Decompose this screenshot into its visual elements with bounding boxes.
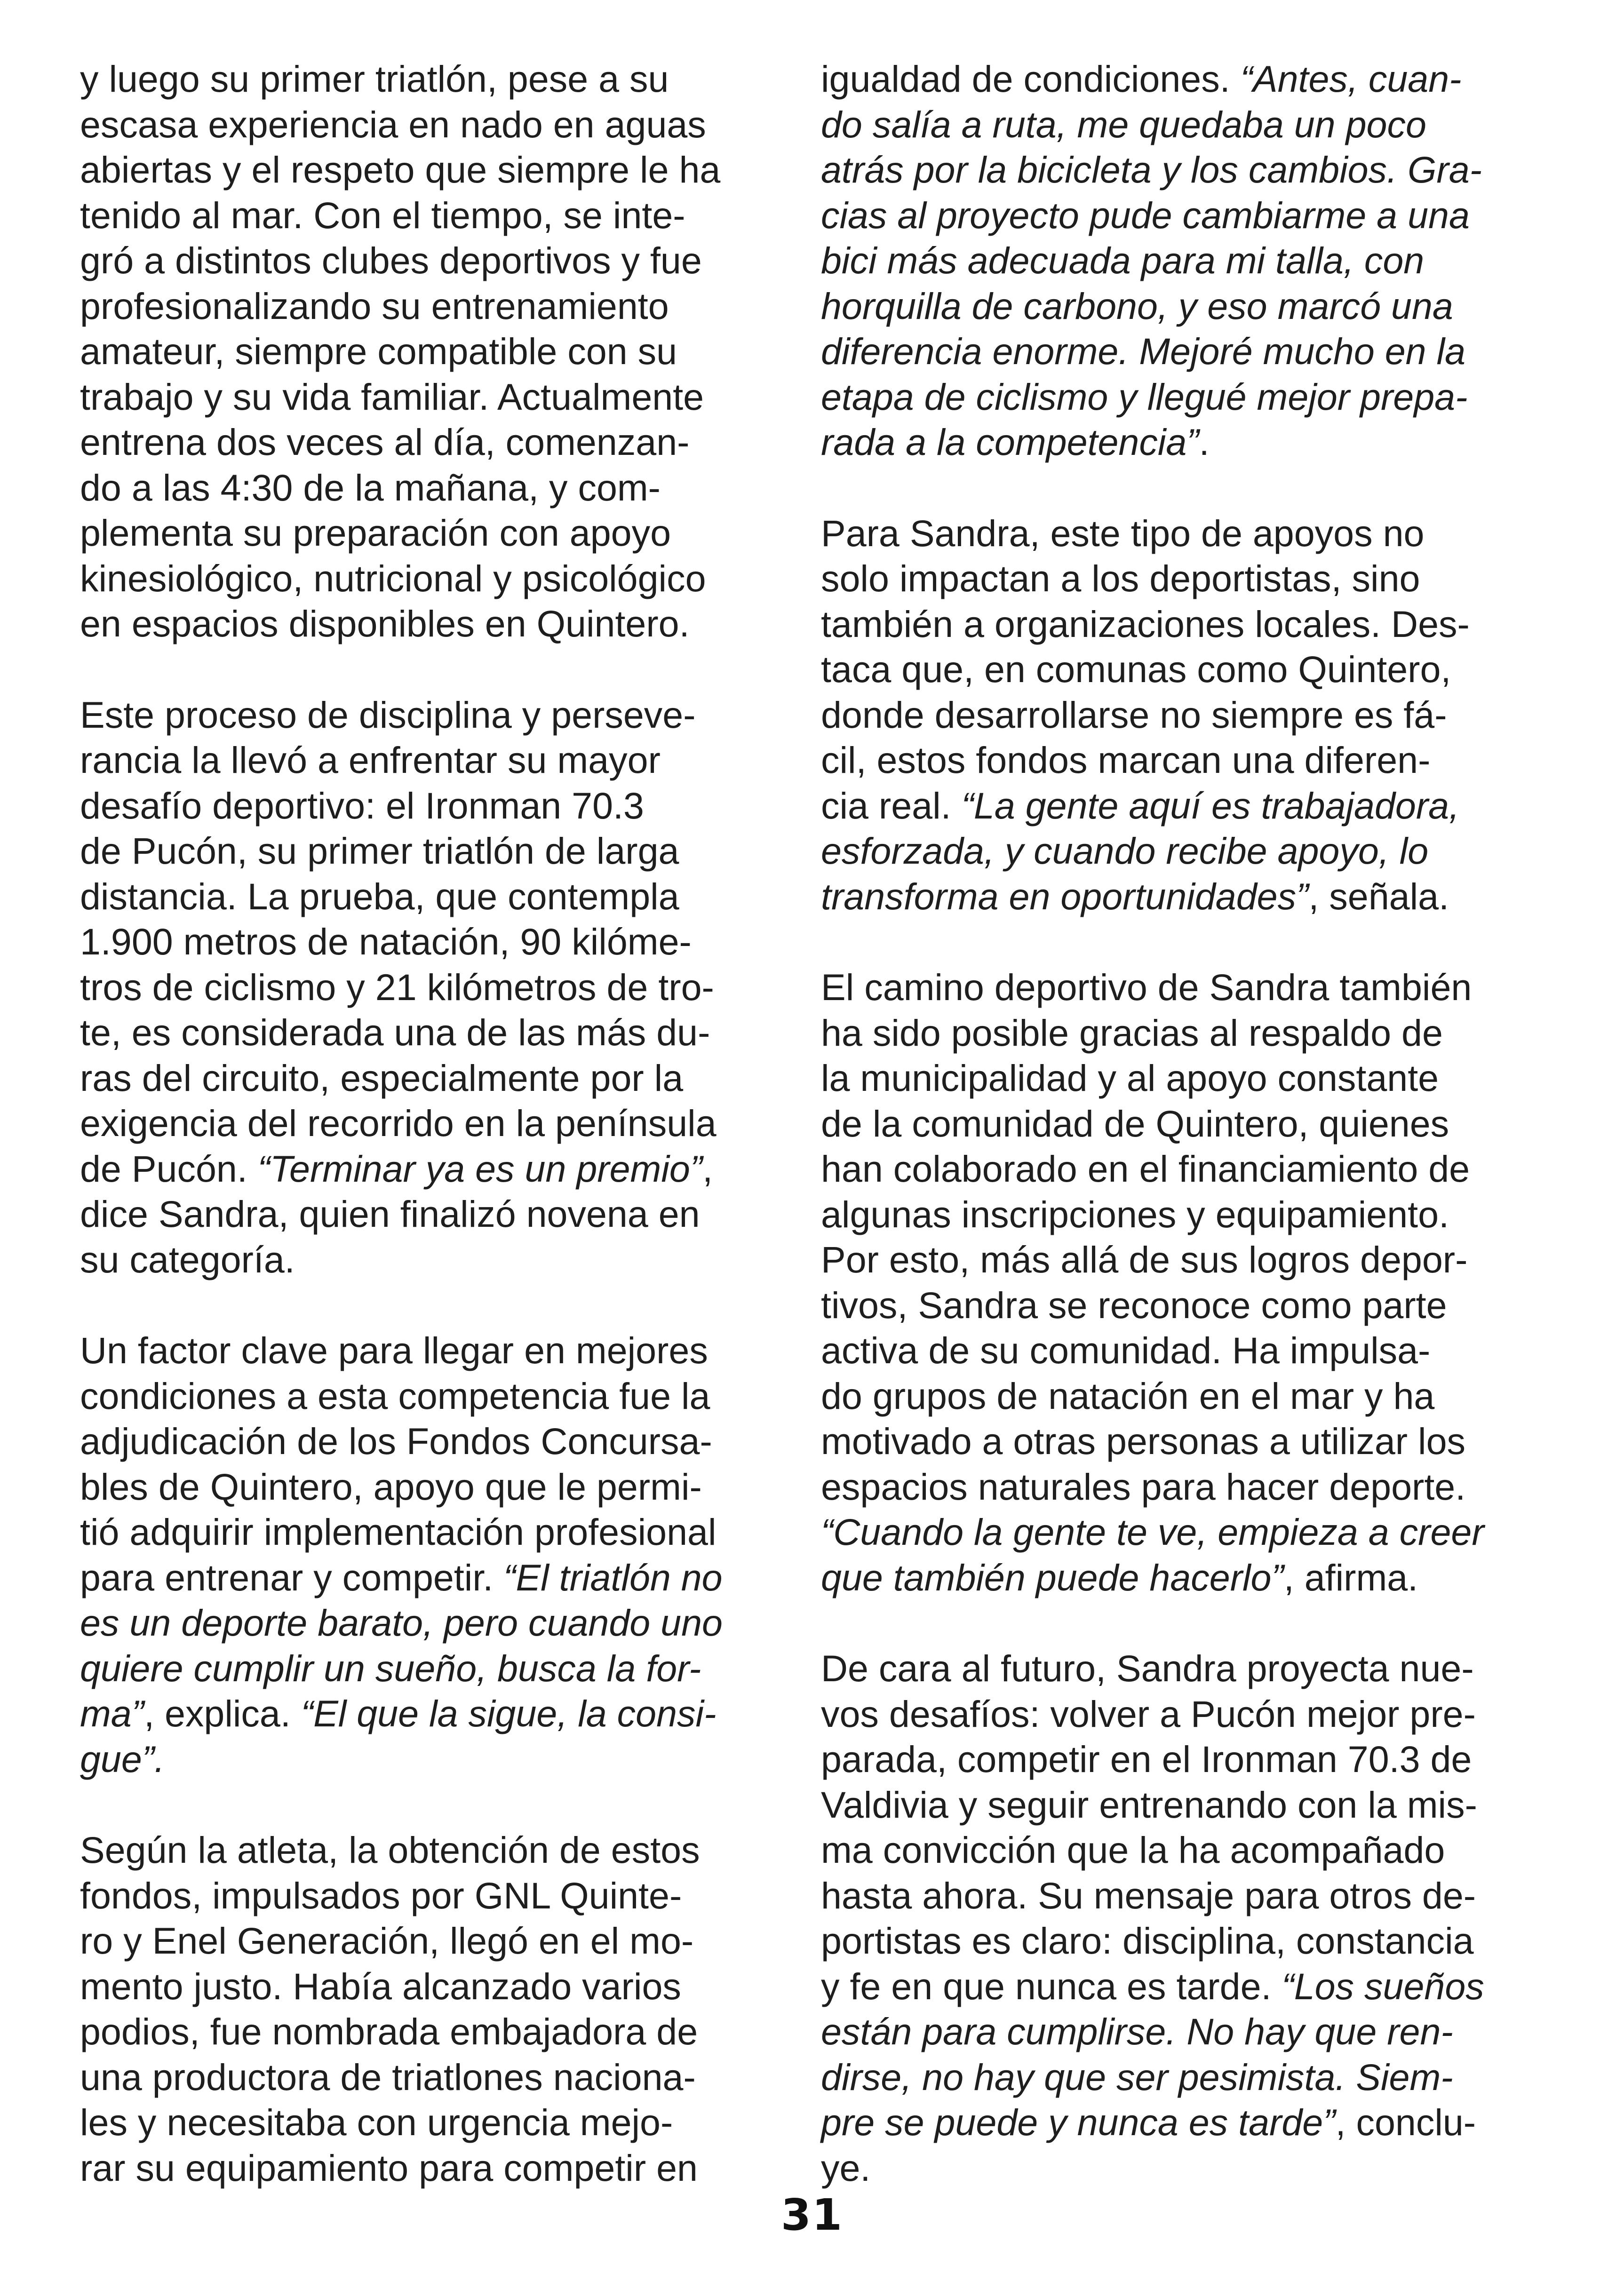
quote-text: que también puede hacerlo”	[821, 1556, 1284, 1598]
text-line	[80, 284, 800, 329]
text-line	[80, 465, 800, 511]
text-line	[821, 102, 1541, 148]
quote-text: “Antes, cuan-	[1240, 58, 1462, 100]
text-line	[80, 1918, 800, 1964]
text-line	[80, 1374, 800, 1419]
body-text: ro y Enel Generación, llegó en el mo-	[80, 1920, 694, 1962]
text-line	[821, 692, 1541, 738]
text-line	[80, 828, 800, 874]
text-line	[80, 1555, 800, 1601]
quote-text: bici más adecuada para mi talla, con	[821, 239, 1425, 281]
body-text: exigencia del recorrido en la península	[80, 1102, 716, 1144]
body-text: y fe en que nunca es tarde.	[821, 1965, 1282, 2007]
quote-text: ma”	[80, 1693, 144, 1734]
body-text: han colaborado en el financiamiento de	[821, 1148, 1470, 1190]
quote-text: transforma en oportunidades”	[821, 875, 1309, 917]
quote-text: pre se puede y nunca es tarde”	[821, 2101, 1336, 2143]
text-line	[80, 692, 800, 738]
body-text: rancia la llevó a enfrentar su mayor	[80, 739, 661, 781]
article-paragraph	[821, 965, 1541, 1600]
text-line	[821, 828, 1541, 874]
text-line	[80, 556, 800, 602]
body-text: activa de su comunidad. Ha impulsa-	[821, 1329, 1431, 1371]
text-line	[80, 1010, 800, 1056]
article-paragraph	[80, 56, 800, 647]
page-number: 31	[780, 2190, 844, 2240]
text-line	[821, 1283, 1541, 1328]
article-paragraph	[80, 692, 800, 1283]
body-text: escasa experiencia en nado en aguas	[80, 103, 706, 145]
body-text: dice Sandra, quien finalizó novena en	[80, 1193, 700, 1235]
text-line	[821, 1873, 1541, 1919]
body-text: Valdivia y seguir entrenando con la mis-	[821, 1783, 1477, 1826]
body-text: .	[1199, 421, 1210, 463]
article-paragraph	[80, 1828, 800, 2191]
text-line	[80, 1691, 800, 1737]
body-text: entrena dos veces al día, comenzan-	[80, 421, 690, 463]
quote-text: “Cuando la gente te ve, empieza a creer	[821, 1511, 1484, 1553]
body-text: plementa su preparación con apoyo	[80, 512, 671, 554]
body-text: Un factor clave para llegar en mejores	[80, 1329, 708, 1371]
text-line	[80, 329, 800, 374]
article-paragraph	[821, 511, 1541, 920]
text-line	[80, 193, 800, 238]
text-line	[80, 420, 800, 465]
body-text: Para Sandra, este tipo de apoyos no	[821, 512, 1425, 554]
body-text: ras del circuito, especialmente por la	[80, 1057, 684, 1099]
body-text: para entrenar y competir.	[80, 1556, 504, 1598]
text-line	[821, 602, 1541, 647]
text-line	[80, 2055, 800, 2100]
text-line	[821, 2055, 1541, 2100]
quote-text: horquilla de carbono, y eso marcó una	[821, 285, 1453, 327]
text-line	[80, 2146, 800, 2191]
body-text: bles de Quintero, apoyo que le permi-	[80, 1465, 702, 1508]
text-line	[80, 1510, 800, 1555]
text-line	[80, 2009, 800, 2055]
body-text: tenido al mar. Con el tiempo, se inte-	[80, 194, 685, 236]
body-text: 1.900 metros de natación, 90 kilóme-	[80, 921, 692, 962]
text-line	[821, 238, 1541, 284]
body-text: solo impactan a los deportistas, sino	[821, 557, 1420, 599]
body-text: tros de ciclismo y 21 kilómetros de tro-	[80, 966, 714, 1008]
body-text: trabajo y su vida familiar. Actualmente	[80, 375, 704, 418]
text-line	[821, 1146, 1541, 1192]
text-line	[80, 1056, 800, 1101]
body-text: desafío deportivo: el Ironman 70.3	[80, 784, 644, 827]
body-text: taca que, en comunas como Quintero,	[821, 648, 1451, 690]
text-line	[821, 1555, 1541, 1601]
quote-text: es un deporte barato, pero cuando uno	[80, 1602, 723, 1644]
body-text: hasta ahora. Su mensaje para otros de-	[821, 1874, 1476, 1916]
text-line	[821, 1101, 1541, 1147]
text-line	[821, 2100, 1541, 2146]
body-text: te, es considerada una de las más du-	[80, 1011, 710, 1053]
quote-text: “El triatlón no	[503, 1556, 723, 1598]
text-line	[821, 1964, 1541, 2010]
text-line	[821, 511, 1541, 556]
right-column	[821, 56, 1541, 2236]
text-line	[80, 1328, 800, 1374]
body-text: do a las 4:30 de la mañana, y com-	[80, 466, 661, 509]
text-line	[80, 1964, 800, 2010]
text-line	[80, 1646, 800, 1692]
body-text: les y necesitaba con urgencia mejo-	[80, 2101, 673, 2143]
body-text: gró a distintos clubes deportivos y fue	[80, 239, 702, 281]
text-line	[821, 783, 1541, 829]
body-text: , explica.	[144, 1693, 301, 1734]
body-text: portistas es claro: disciplina, constancia	[821, 1920, 1474, 1962]
text-line	[821, 738, 1541, 783]
text-line	[821, 284, 1541, 329]
quote-text: cias al proyecto pude cambiarme a una	[821, 194, 1470, 236]
text-line	[80, 510, 800, 556]
text-line	[80, 919, 800, 965]
article-paragraph	[821, 56, 1541, 465]
body-text: adjudicación de los Fondos Concursa-	[80, 1420, 712, 1462]
text-line	[821, 420, 1541, 465]
text-line	[80, 1419, 800, 1464]
left-column	[80, 56, 800, 2236]
body-text: de la comunidad de Quintero, quienes	[821, 1102, 1449, 1144]
body-text: la municipalidad y al apoyo constante	[821, 1057, 1439, 1099]
text-line	[821, 1646, 1541, 1692]
text-line	[80, 2100, 800, 2146]
body-text: condiciones a esta competencia fue la	[80, 1375, 710, 1417]
body-text: Según la atleta, la obtención de estos	[80, 1829, 700, 1871]
text-line	[821, 1056, 1541, 1101]
body-text: ma convicción que la ha acompañado	[821, 1829, 1445, 1871]
body-text: mento justo. Había alcanzado varios	[80, 1965, 681, 2007]
text-line	[821, 556, 1541, 602]
body-text: , conclu-	[1335, 2101, 1476, 2143]
text-line	[821, 56, 1541, 102]
text-line	[821, 1782, 1541, 1828]
text-line	[80, 1737, 800, 1782]
text-line	[821, 1419, 1541, 1464]
body-text: algunas inscripciones y equipamiento.	[821, 1193, 1449, 1235]
body-text: de Pucón, su primer triatlón de larga	[80, 830, 679, 872]
text-line	[821, 1237, 1541, 1283]
quote-text: gue”.	[80, 1738, 165, 1780]
quote-text: rada a la competencia”	[821, 421, 1199, 463]
text-line	[80, 738, 800, 783]
text-line	[821, 147, 1541, 193]
body-text: ye.	[821, 2146, 871, 2189]
body-text: una productora de triatlones naciona-	[80, 2056, 696, 2098]
quote-text: están para cumplirse. No hay que ren-	[821, 2011, 1453, 2052]
text-line	[80, 1101, 800, 1146]
body-text: profesionalizando su entrenamiento	[80, 285, 669, 327]
body-text: donde desarrollarse no siempre es fá-	[821, 693, 1447, 736]
body-text: , afirma.	[1283, 1556, 1418, 1598]
text-line	[821, 193, 1541, 238]
body-text: parada, competir en el Ironman 70.3 de	[821, 1738, 1472, 1780]
text-line	[821, 874, 1541, 920]
text-line	[80, 1873, 800, 1919]
quote-text: atrás por la bicicleta y los cambios. Gra-	[821, 149, 1482, 191]
text-line	[80, 56, 800, 102]
body-text: en espacios disponibles en Quintero.	[80, 603, 690, 644]
text-line	[821, 1510, 1541, 1555]
body-text: tió adquirir implementación profesional	[80, 1511, 716, 1553]
text-line	[821, 1737, 1541, 1782]
body-text: ,	[702, 1147, 713, 1190]
text-line	[821, 1464, 1541, 1510]
body-text: y luego su primer triatlón, pese a su	[80, 58, 669, 100]
body-text: abiertas y el respeto que siempre le ha	[80, 149, 721, 191]
body-text: fondos, impulsados por GNL Quinte-	[80, 1874, 682, 1916]
text-line	[80, 374, 800, 420]
body-text: motivado a otras personas a utilizar los	[821, 1420, 1466, 1462]
text-line	[821, 965, 1541, 1010]
text-line	[80, 238, 800, 284]
quote-text: “Los sueños	[1282, 1965, 1484, 2007]
text-line	[821, 329, 1541, 374]
text-line	[80, 1828, 800, 1873]
body-text: cia real.	[821, 784, 962, 827]
text-line	[80, 874, 800, 920]
body-text: podios, fue nombrada embajadora de	[80, 2011, 698, 2052]
text-line	[80, 783, 800, 829]
body-text: Por esto, más allá de sus logros depor-	[821, 1239, 1468, 1280]
body-text: su categoría.	[80, 1238, 295, 1280]
text-line	[80, 1600, 800, 1646]
body-text: espacios naturales para hacer deporte.	[821, 1465, 1466, 1508]
text-line	[80, 147, 800, 193]
article-paragraph	[80, 1328, 800, 1782]
text-line	[80, 1464, 800, 1510]
text-line	[821, 2009, 1541, 2055]
text-line	[80, 1146, 800, 1192]
body-text: De cara al futuro, Sandra proyecta nue-	[821, 1647, 1474, 1689]
body-text: de Pucón.	[80, 1147, 258, 1190]
body-text: rar su equipamiento para competir en	[80, 2146, 698, 2189]
quote-text: “La gente aquí es trabajadora,	[961, 784, 1460, 827]
text-line	[821, 1328, 1541, 1374]
text-line	[80, 1192, 800, 1237]
text-line	[821, 1374, 1541, 1419]
text-line	[821, 1918, 1541, 1964]
body-text: distancia. La prueba, que contempla	[80, 875, 679, 917]
text-line	[80, 601, 800, 647]
text-line	[821, 1010, 1541, 1056]
quote-text: esforzada, y cuando recibe apoyo, lo	[821, 830, 1429, 872]
text-line	[821, 374, 1541, 420]
article-paragraph	[821, 1646, 1541, 2191]
body-text: kinesiológico, nutricional y psicológico	[80, 557, 706, 599]
body-text: ha sido posible gracias al respaldo de	[821, 1011, 1443, 1054]
text-line	[80, 1237, 800, 1283]
body-text: Este proceso de disciplina y perseve-	[80, 693, 696, 736]
quote-text: diferencia enorme. Mejoré mucho en la	[821, 330, 1466, 372]
text-line	[821, 1828, 1541, 1873]
text-line	[821, 647, 1541, 692]
body-text: cil, estos fondos marcan una diferen-	[821, 739, 1431, 781]
quote-text: do salía a ruta, me quedaba un poco	[821, 103, 1426, 145]
body-text: tivos, Sandra se reconoce como parte	[821, 1284, 1447, 1326]
quote-text: “El que la sigue, la consi-	[301, 1693, 716, 1734]
text-line	[821, 1692, 1541, 1737]
text-line	[821, 2146, 1541, 2191]
body-text: do grupos de natación en el mar y ha	[821, 1375, 1435, 1417]
text-line	[821, 1192, 1541, 1238]
body-text: igualdad de condiciones.	[821, 58, 1241, 100]
quote-text: quiere cumplir un sueño, busca la for-	[80, 1647, 701, 1689]
body-text: El camino deportivo de Sandra también	[821, 966, 1472, 1008]
quote-text: etapa de ciclismo y llegué mejor prepa-	[821, 375, 1468, 418]
body-text: vos desafíos: volver a Pucón mejor pre-	[821, 1693, 1476, 1735]
text-line	[80, 965, 800, 1010]
body-text: amateur, siempre compatible con su	[80, 330, 677, 372]
text-line	[80, 102, 800, 148]
body-text: , señala.	[1308, 875, 1449, 917]
body-text: también a organizaciones locales. Des-	[821, 603, 1470, 645]
quote-text: dirse, no hay que ser pesimista. Siem-	[821, 2056, 1453, 2098]
quote-text: “Terminar ya es un premio”	[257, 1147, 703, 1190]
